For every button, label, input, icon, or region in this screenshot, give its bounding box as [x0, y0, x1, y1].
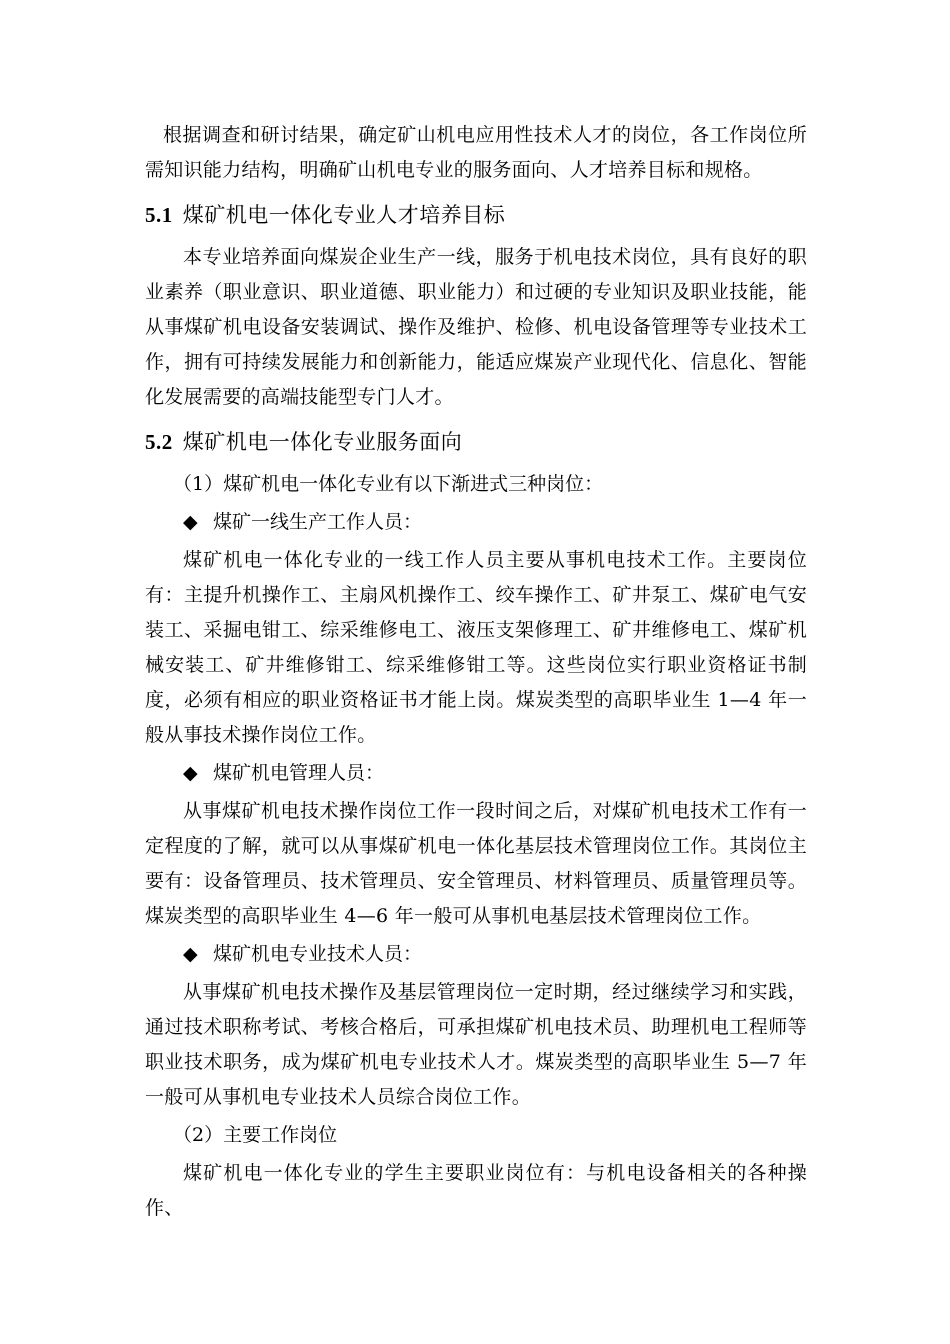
bullet-title: 煤矿机电专业技术人员：	[213, 943, 423, 965]
bullet-3-body: 从事煤矿机电技术操作及基层管理岗位一定时期，经过继续学习和实践，通过技术职称考试、考核合格后，可承担煤矿机电技术员、助理机电工程师等职业技术职务，成为煤矿机电专业技术人才。煤炭类型的高职毕业生 5—7 年一般可从事机电专业技术人员综合岗位工作。	[145, 981, 807, 1108]
section-title: 煤矿机电一体化专业人才培养目标	[182, 203, 506, 227]
bullet-2-body: 从事煤矿机电技术操作岗位工作一段时间之后，对煤矿机电技术工作有一定程度的了解，就可以从事煤矿机电一体化基层技术管理岗位工作。其岗位主要有：设备管理员、技术管理员、安全管理员、材料管理员、质量管理员等。煤炭类型的高职毕业生 4—6 年一般可从事机电基层技术管理岗位工作。	[145, 800, 807, 927]
diamond-bullet-icon: ◆	[183, 762, 198, 784]
item-2-body: 煤矿机电一体化专业的学生主要职业岗位有：与机电设备相关的各种操作、	[145, 1162, 807, 1219]
list-item-1-label: （1）煤矿机电一体化专业有以下渐进式三种岗位：	[173, 473, 604, 495]
bullet-heading-management	[145, 756, 807, 791]
document-page	[145, 118, 807, 1226]
diamond-bullet-icon: ◆	[183, 943, 198, 965]
bullet-title: 煤矿机电管理人员：	[213, 762, 385, 784]
intro-paragraph: 根据调查和研讨结果，确定矿山机电应用性技术人才的岗位，各工作岗位所需知识能力结构，明确矿山机电专业的服务面向、人才培养目标和规格。	[145, 124, 807, 181]
section-title: 煤矿机电一体化专业服务面向	[182, 430, 463, 454]
bullet-heading-frontline	[145, 505, 807, 540]
section-number: 5.1	[145, 203, 173, 227]
bullet-heading-technical	[145, 937, 807, 972]
section-number: 5.2	[145, 430, 173, 454]
section-1-body: 本专业培养面向煤炭企业生产一线，服务于机电技术岗位，具有良好的职业素养（职业意识、职业道德、职业能力）和过硬的专业知识及职业技能，能从事煤矿机电设备安装调试、操作及维护、检修、机电设备管理等专业技术工作，拥有可持续发展能力和创新能力，能适应煤炭产业现代化、信息化、智能化发展需要的高端技能型专门人才。	[145, 246, 807, 408]
bullet-title: 煤矿一线生产工作人员：	[213, 511, 423, 533]
diamond-bullet-icon: ◆	[183, 511, 198, 533]
section-heading-5-1	[145, 194, 807, 236]
section-heading-5-2	[145, 421, 807, 463]
list-item-2-label: （2）主要工作岗位	[173, 1124, 338, 1146]
bullet-1-body: 煤矿机电一体化专业的一线工作人员主要从事机电技术工作。主要岗位有：主提升机操作工、主扇风机操作工、绞车操作工、矿井泵工、煤矿电气安装工、采掘电钳工、综采维修电工、液压支架修理工、矿井维修电工、煤矿机械安装工、矿井维修钳工、综采维修钳工等。这些岗位实行职业资格证书制度，必须有相应的职业资格证书才能上岗。煤炭类型的高职毕业生 1—4 年一般从事技术操作岗位工作。	[145, 549, 807, 746]
